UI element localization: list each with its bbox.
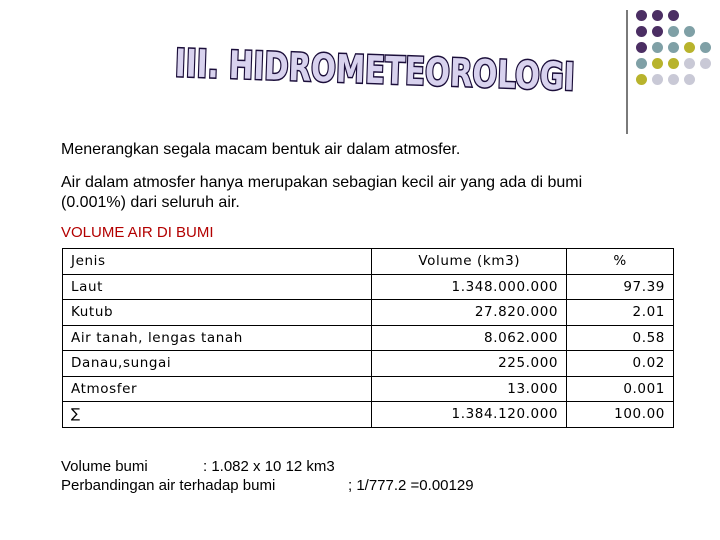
decor-dot [636, 26, 647, 37]
cell-volume: 13.000 [372, 376, 567, 402]
decor-dot [636, 42, 647, 53]
decor-dot [652, 26, 663, 37]
decor-dot [652, 10, 663, 21]
cell-percent: 0.001 [567, 376, 674, 402]
cell-volume: 8.062.000 [372, 325, 567, 351]
volume-table [62, 248, 674, 428]
cell-jenis: Atmosfer [63, 376, 372, 402]
decor-dot [652, 74, 663, 85]
earth-volume-label: Volume bumi [61, 458, 148, 475]
decor-dot [668, 58, 679, 69]
table-row [63, 274, 674, 300]
table-row [63, 351, 674, 377]
ratio-label: Perbandingan air terhadap bumi [61, 477, 276, 494]
ratio-value: ; 1/777.2 =0.00129 [348, 477, 474, 494]
decor-dot [684, 42, 695, 53]
table-row [63, 325, 674, 351]
header-volume: Volume (km3) [372, 249, 567, 275]
cell-jenis: Danau,sungai [63, 351, 372, 377]
cell-percent-total: 100.00 [567, 402, 674, 428]
cell-volume: 1.348.000.000 [372, 274, 567, 300]
decor-dot [636, 10, 647, 21]
decor-dot [700, 42, 711, 53]
header-jenis: Jenis [63, 249, 372, 275]
cell-jenis: Kutub [63, 300, 372, 326]
slide-title [165, 35, 695, 104]
decor-dot [668, 42, 679, 53]
table-header-row [63, 249, 674, 275]
decorative-dot-grid [636, 10, 714, 94]
cell-percent: 97.39 [567, 274, 674, 300]
paragraph-intro: Menerangkan segala macam bentuk air dalam atmosfer. [61, 141, 461, 158]
decor-dot [636, 58, 647, 69]
table-total-row [63, 402, 674, 428]
cell-jenis: Air tanah, lengas tanah [63, 325, 372, 351]
decor-dot [684, 74, 695, 85]
decor-dot [652, 58, 663, 69]
decor-dot [668, 10, 679, 21]
cell-volume: 225.000 [372, 351, 567, 377]
table-row [63, 376, 674, 402]
header-percent: % [567, 249, 674, 275]
cell-percent: 0.02 [567, 351, 674, 377]
table-heading: VOLUME AIR DI BUMI [61, 224, 214, 241]
cell-sum-symbol: ∑ [63, 402, 372, 428]
cell-percent: 2.01 [567, 300, 674, 326]
cell-percent: 0.58 [567, 325, 674, 351]
cell-volume: 27.820.000 [372, 300, 567, 326]
paragraph-detail-line2: (0.001%) dari seluruh air. [61, 194, 240, 211]
decor-dot [700, 58, 711, 69]
decor-dot [652, 42, 663, 53]
decorative-divider [626, 10, 628, 134]
table-row [63, 300, 674, 326]
decor-dot [668, 74, 679, 85]
decor-dot [636, 74, 647, 85]
decor-dot [684, 58, 695, 69]
slide-title-text: III. HIDROMETEOROLOGI [174, 41, 695, 104]
earth-volume-value: : 1.082 x 10 12 km3 [203, 458, 335, 475]
cell-jenis: Laut [63, 274, 372, 300]
decor-dot [684, 26, 695, 37]
decor-dot [668, 26, 679, 37]
cell-volume-total: 1.384.120.000 [372, 402, 567, 428]
paragraph-detail-line1: Air dalam atmosfer hanya merupakan sebagian kecil air yang ada di bumi [61, 174, 583, 191]
